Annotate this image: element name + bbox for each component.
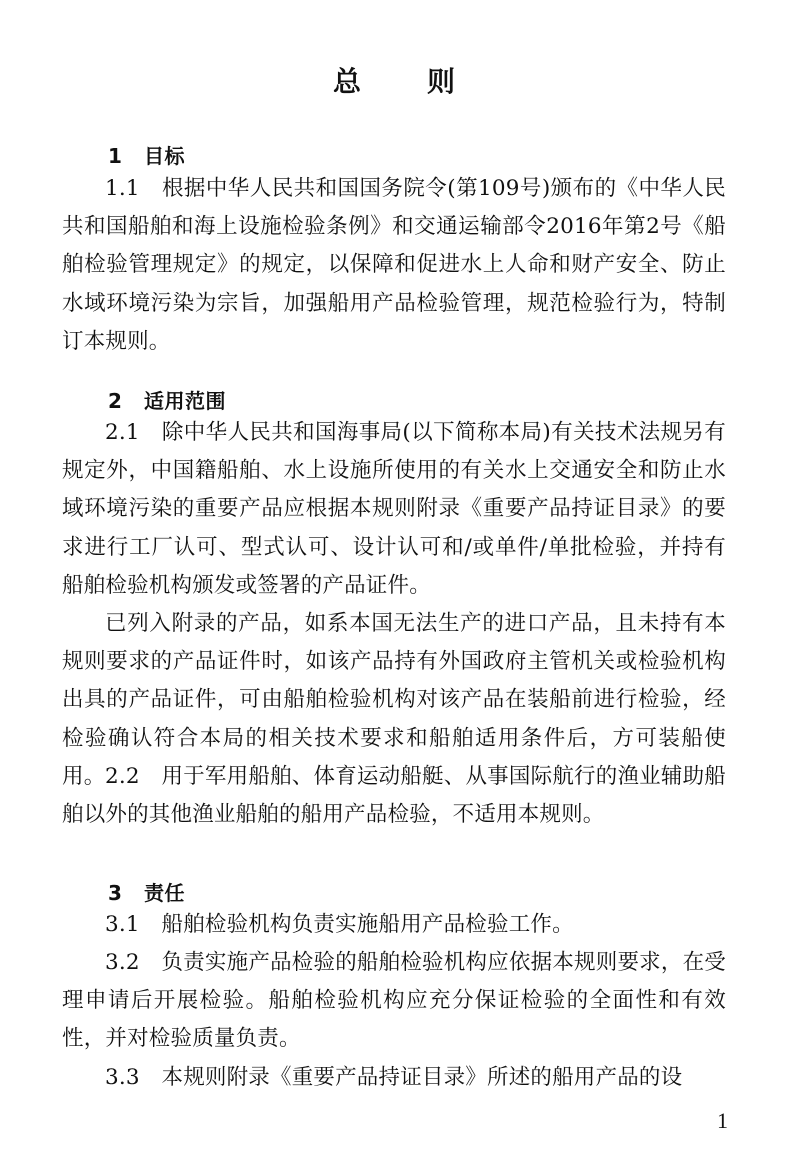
page-title bbox=[0, 60, 790, 100]
paragraph-2-2: 2.2 用于军用船舶、体育运动船艇、从事国际航行的渔业辅助船舶以外的其他渔业船舶的船用产品检验，不适用本规则。 bbox=[62, 764, 726, 828]
paragraph-3-2: 3.2 负责实施产品检验的船舶检验机构应依据本规则要求，在受理申请后开展检验。船舶检验机构应充分保证检验的全面性和有效性，并对检验质量负责。 bbox=[62, 950, 726, 1052]
section-number: 2 bbox=[108, 389, 123, 413]
section-number: 3 bbox=[108, 881, 123, 905]
section-title: 责任 bbox=[144, 881, 185, 905]
paragraph-2-1: 2.1 除中华人民共和国海事局(以下简称本局)有关技术法规另有规定外，中国籍船舶、水上设施所使用的有关水上交通安全和防止水域环境污染的重要产品应根据本规则附录《重要产品持证目录》的要求进行工厂认可、型式认可、设计认可和/或单件/单批检验，并持有船舶检验机构颁发或签署的产品证件。 bbox=[62, 420, 726, 598]
section-2-heading bbox=[108, 385, 226, 414]
section-3-heading bbox=[108, 877, 185, 906]
paragraph-3-1: 3.1 船舶检验机构负责实施船用产品检验工作。 bbox=[105, 912, 574, 937]
paragraph-3-3: 3.3 本规则附录《重要产品持证目录》所述的船用产品的设 bbox=[105, 1065, 683, 1090]
section-title: 目标 bbox=[144, 144, 185, 168]
section-title: 适用范围 bbox=[144, 389, 226, 413]
section-1-heading bbox=[108, 140, 185, 169]
paragraph-1-1: 1.1 根据中华人民共和国国务院令(第109号)颁布的《中华人民共和国船舶和海上设施检验条例》和交通运输部令2016年第2号《船舶检验管理规定》的规定，以保障和促进水上人命和财产安全、防止水域环境污染为宗旨，加强船用产品检验管理，规范检验行为，特制订本规则。 bbox=[62, 176, 726, 354]
page-number: 1 bbox=[717, 1108, 728, 1133]
title-char-right: 则 bbox=[427, 65, 458, 98]
title-char-left: 总 bbox=[332, 65, 363, 98]
section-number: 1 bbox=[108, 144, 123, 168]
paragraph-2-1-continued: 已列入附录的产品，如系本国无法生产的进口产品，且未持有本规则要求的产品证件时，如该产品持有外国政府主管机关或检验机构出具的产品证件，可由船舶检验机构对该产品在装船前进行检验，经检验确认符合本局的相关技术要求和船舶适用条件后，方可装船使用。 bbox=[62, 611, 726, 789]
